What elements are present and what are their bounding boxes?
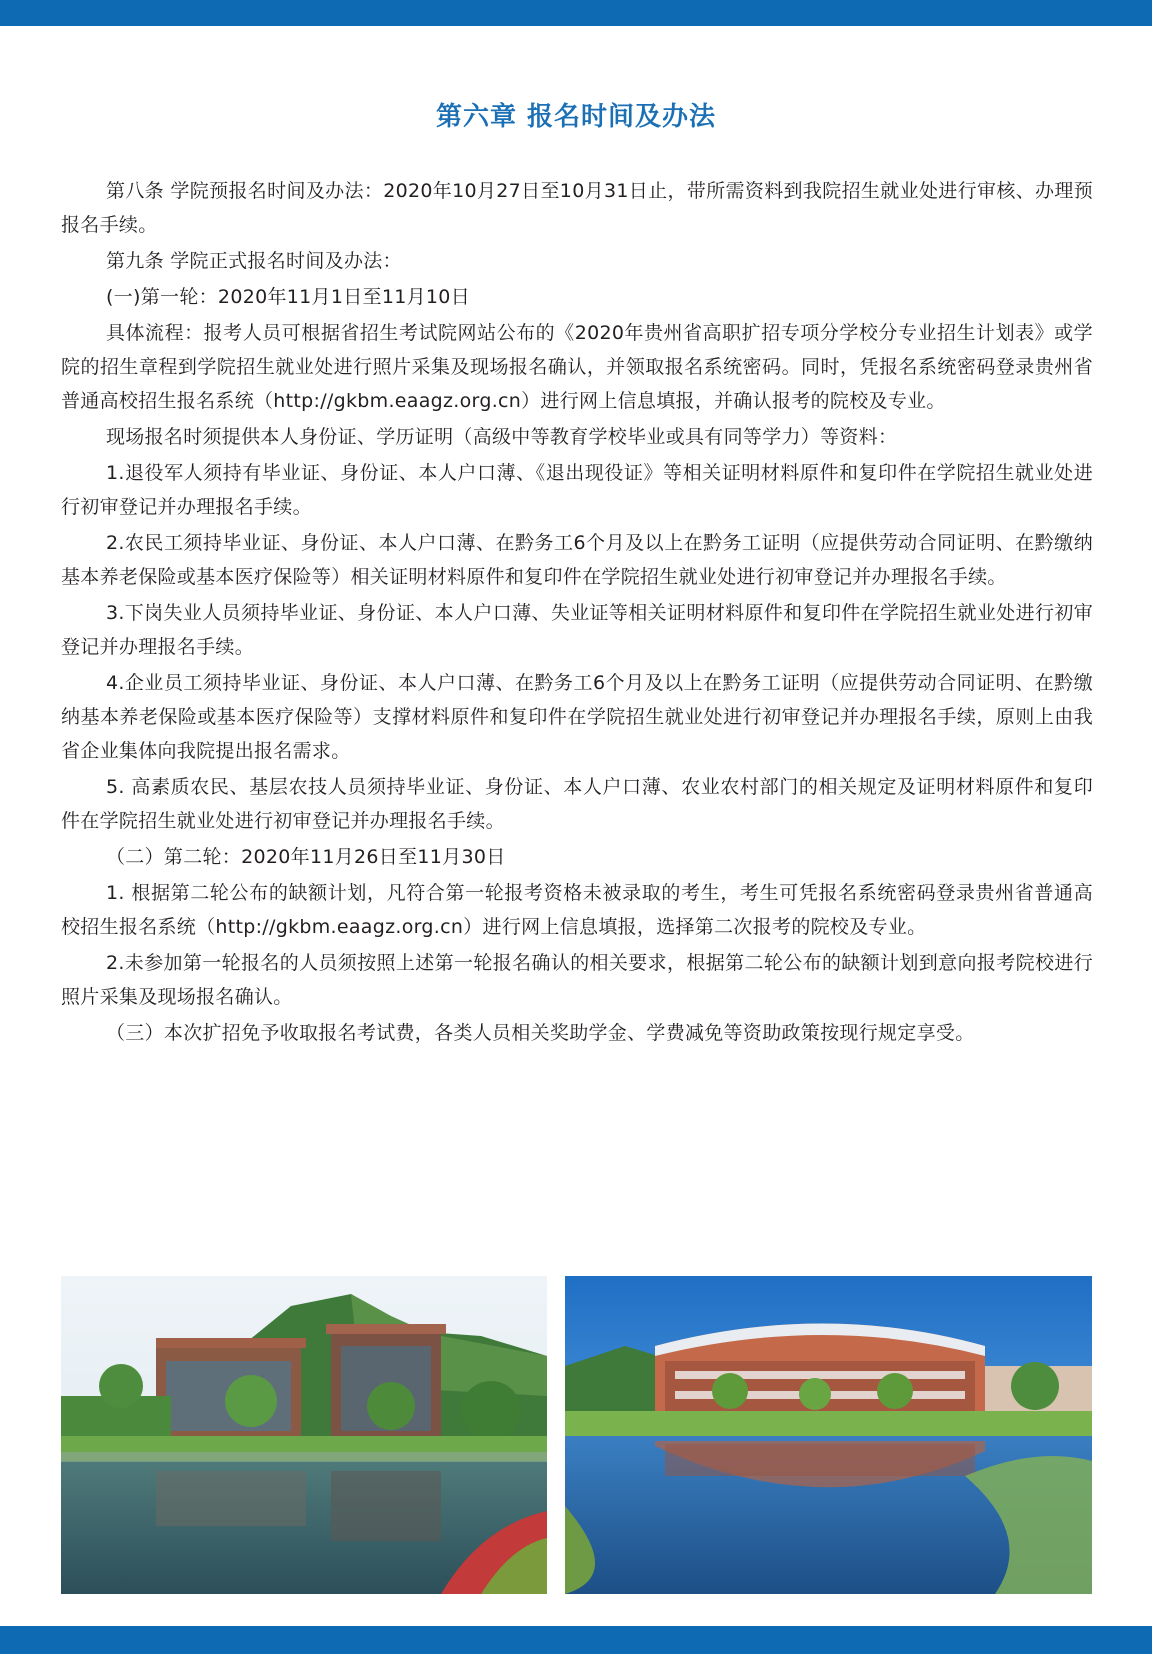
- paragraph-article-8: 第八条 学院预报名时间及办法：2020年10月27日至10月31日止，带所需资料到我院招生就业处进行审核、办理预报名手续。: [61, 180, 1093, 236]
- paragraph-round-2: （二）第二轮：2020年11月26日至11月30日: [106, 846, 506, 868]
- paragraph-item-4: 4.企业员工须持毕业证、身份证、本人户口薄、在黔务工6个月及以上在黔务工证明（应提供劳动合同证明、在黔缴纳基本养老保险或基本医疗保险等）支撑材料原件和复印件在学院招生就业处进行初审登记并办理报名手续，原则上由我省企业集体向我院提出报名需求。: [61, 672, 1093, 762]
- top-accent-bar: [0, 0, 1152, 26]
- paragraph-item-3: 3.下岗失业人员须持毕业证、身份证、本人户口薄、失业证等相关证明材料原件和复印件在学院招生就业处进行初审登记并办理报名手续。: [61, 602, 1093, 658]
- article-body: [61, 174, 1093, 1052]
- paragraph-item-5: 5. 高素质农民、基层农技人员须持毕业证、身份证、本人户口薄、农业农村部门的相关规定及证明材料原件和复印件在学院招生就业处进行初审登记并办理报名手续。: [61, 776, 1093, 832]
- campus-photo-stadium: [565, 1276, 1092, 1594]
- paragraph-round-1: (一)第一轮：2020年11月1日至11月10日: [106, 286, 470, 308]
- campus-photo-stadium-image: [565, 1276, 1092, 1594]
- paragraph-process: 具体流程：报考人员可根据省招生考试院网站公布的《2020年贵州省高职扩招专项分学校分专业招生计划表》或学院的招生章程到学院招生就业处进行照片采集及现场报名确认，并领取报名系统密码。同时，凭报名系统密码登录贵州省普通高校招生报名系统（http://gkbm.eaagz.org.cn）进行网上信息填报，并确认报考的院校及专业。: [61, 322, 1093, 412]
- paragraph-fee-waiver: （三）本次扩招免予收取报名考试费，各类人员相关奖助学金、学费减免等资助政策按现行规定享受。: [106, 1022, 975, 1044]
- chapter-title: 第六章 报名时间及办法: [435, 102, 717, 132]
- paragraph-item-1: 1.退役军人须持有毕业证、身份证、本人户口薄、《退出现役证》等相关证明材料原件和复印件在学院招生就业处进行初审登记并办理报名手续。: [61, 462, 1093, 518]
- paragraph-article-9: 第九条 学院正式报名时间及办法：: [106, 250, 402, 272]
- campus-photo-buildings-image: [61, 1276, 547, 1594]
- paragraph-round-2-item-2: 2.未参加第一轮报名的人员须按照上述第一轮报名确认的相关要求，根据第二轮公布的缺额计划到意向报考院校进行照片采集及现场报名确认。: [61, 952, 1093, 1008]
- paragraph-documents: 现场报名时须提供本人身份证、学历证明（高级中等教育学校毕业或具有同等学力）等资料：: [106, 426, 898, 448]
- bottom-accent-bar: [0, 1626, 1152, 1654]
- campus-photo-buildings: [61, 1276, 547, 1594]
- paragraph-item-2: 2.农民工须持毕业证、身份证、本人户口薄、在黔务工6个月及以上在黔务工证明（应提供劳动合同证明、在黔缴纳基本养老保险或基本医疗保险等）相关证明材料原件和复印件在学院招生就业处进行初审登记并办理报名手续。: [61, 532, 1093, 588]
- paragraph-round-2-item-1: 1. 根据第二轮公布的缺额计划，凡符合第一轮报考资格未被录取的考生，考生可凭报名系统密码登录贵州省普通高校招生报名系统（http://gkbm.eaagz.org.cn）进行网上信息填报，选择第二次报考的院校及专业。: [61, 882, 1093, 938]
